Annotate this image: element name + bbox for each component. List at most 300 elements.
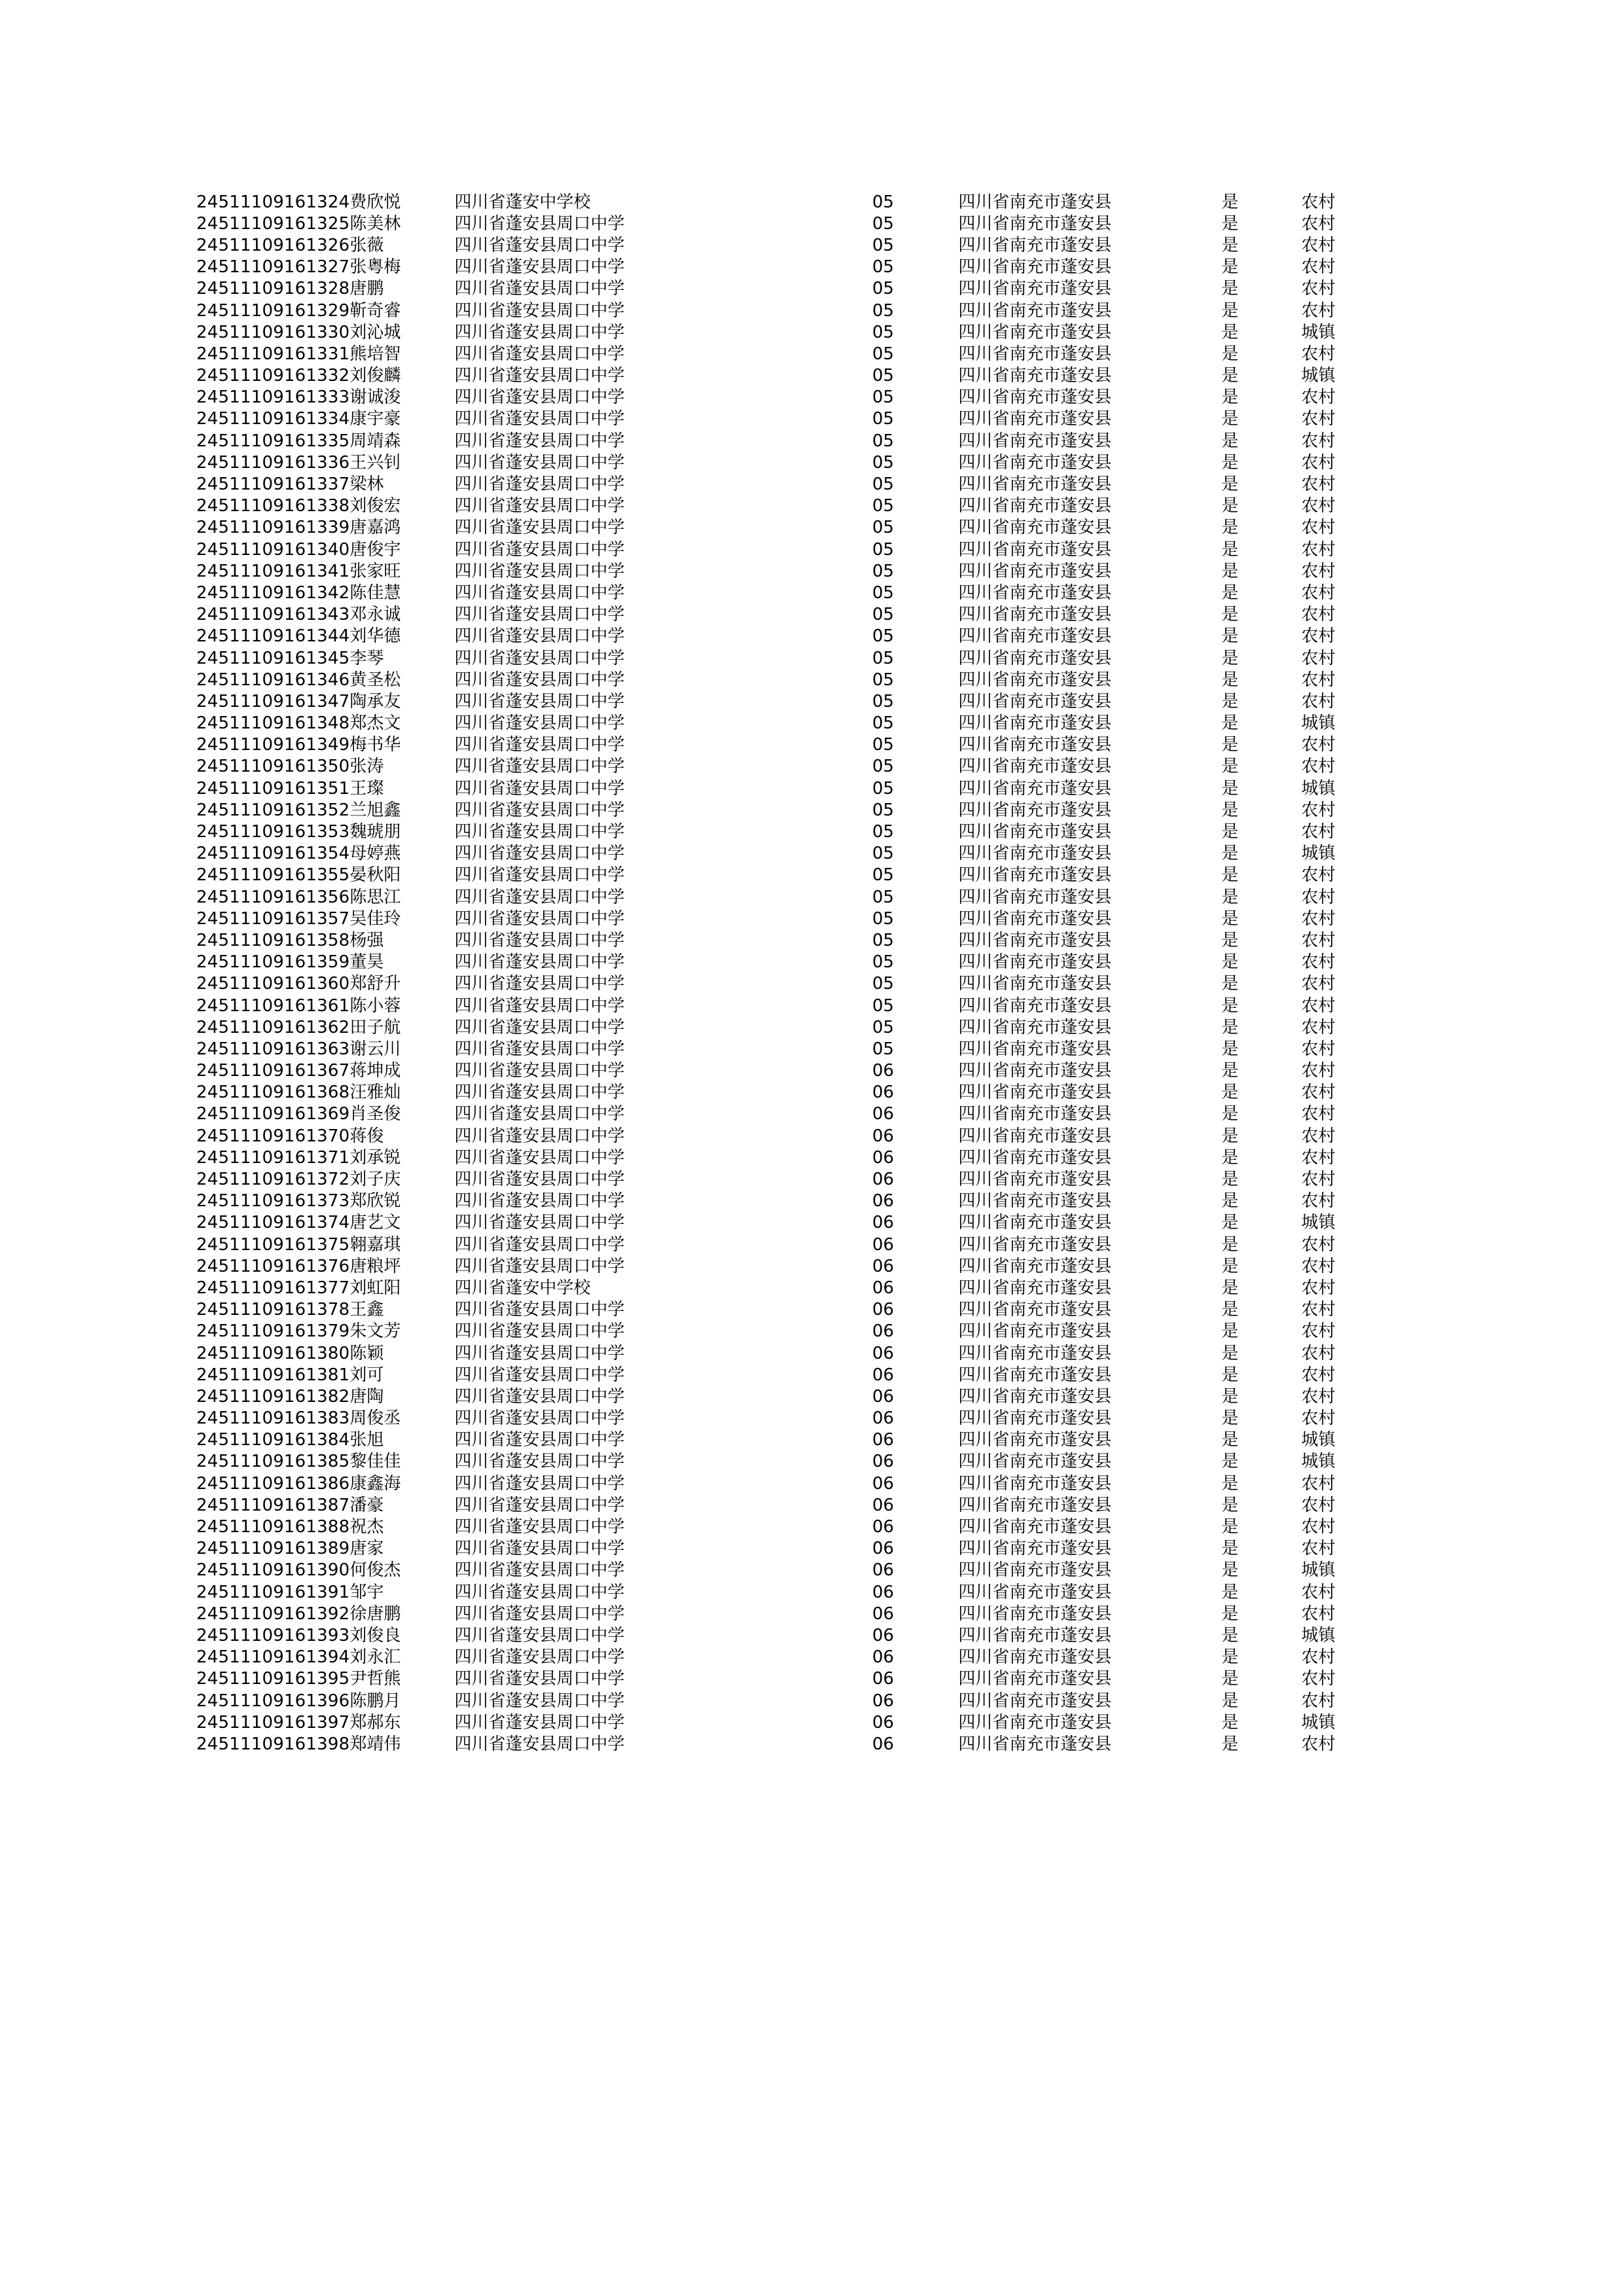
current-year-flag: 是 xyxy=(1221,475,1239,495)
exam-id: 24511109161333 xyxy=(196,387,350,408)
candidate-name: 陈鹏月 xyxy=(349,1691,401,1711)
candidate-name: 陈小蓉 xyxy=(349,996,401,1016)
school-name: 四川省蓬安县周口中学 xyxy=(454,1625,625,1645)
current-year-flag: 是 xyxy=(1221,1083,1239,1103)
candidate-name: 靳奇睿 xyxy=(349,300,401,321)
school-name: 四川省蓬安县周口中学 xyxy=(454,431,625,451)
candidate-name: 蒋俊 xyxy=(349,1126,384,1146)
school-name: 四川省蓬安县周口中学 xyxy=(454,1191,625,1211)
table-row xyxy=(196,430,1357,452)
school-name: 四川省蓬安县周口中学 xyxy=(454,583,625,603)
subject-code: 06 xyxy=(872,1343,894,1363)
exam-id: 24511109161341 xyxy=(196,561,350,581)
exam-id: 24511109161356 xyxy=(196,887,350,907)
table-row xyxy=(196,886,1357,908)
subject-code: 05 xyxy=(872,475,894,495)
subject-code: 06 xyxy=(872,1408,894,1429)
exam-region: 四川省南充市蓬安县 xyxy=(958,409,1112,429)
table-row xyxy=(196,713,1357,734)
school-name: 四川省蓬安县周口中学 xyxy=(454,1365,625,1385)
school-name: 四川省蓬安县周口中学 xyxy=(454,887,625,907)
exam-id: 24511109161373 xyxy=(196,1191,350,1211)
table-row xyxy=(196,1516,1357,1537)
household-type: 农村 xyxy=(1301,1278,1336,1298)
table-row xyxy=(196,1473,1357,1494)
household-type: 农村 xyxy=(1301,691,1336,711)
table-row xyxy=(196,691,1357,712)
school-name: 四川省蓬安县周口中学 xyxy=(454,366,625,386)
current-year-flag: 是 xyxy=(1221,1365,1239,1385)
exam-region: 四川省南充市蓬安县 xyxy=(958,605,1112,625)
candidate-name: 汪雅灿 xyxy=(349,1083,401,1103)
school-name: 四川省蓬安县周口中学 xyxy=(454,1039,625,1059)
exam-id: 24511109161383 xyxy=(196,1408,350,1429)
candidate-name: 翱嘉琪 xyxy=(349,1234,401,1255)
exam-region: 四川省南充市蓬安县 xyxy=(958,1560,1112,1581)
candidate-name: 黄圣松 xyxy=(349,670,401,690)
candidate-name: 朱文芳 xyxy=(349,1321,401,1342)
candidate-name: 张涛 xyxy=(349,757,384,777)
current-year-flag: 是 xyxy=(1221,322,1239,342)
school-name: 四川省蓬安县周口中学 xyxy=(454,670,625,690)
school-name: 四川省蓬安县周口中学 xyxy=(454,1452,625,1472)
candidate-roster-table xyxy=(196,191,1357,1755)
school-name: 四川省蓬安县周口中学 xyxy=(454,1473,625,1494)
exam-id: 24511109161376 xyxy=(196,1256,350,1276)
table-row xyxy=(196,1408,1357,1429)
current-year-flag: 是 xyxy=(1221,757,1239,777)
exam-region: 四川省南充市蓬安县 xyxy=(958,1625,1112,1645)
household-type: 农村 xyxy=(1301,387,1336,408)
exam-id: 24511109161342 xyxy=(196,583,350,603)
exam-region: 四川省南充市蓬安县 xyxy=(958,192,1112,212)
table-row xyxy=(196,1712,1357,1733)
exam-id: 24511109161397 xyxy=(196,1712,350,1732)
school-name: 四川省蓬安县周口中学 xyxy=(454,1669,625,1689)
subject-code: 05 xyxy=(872,735,894,755)
exam-region: 四川省南充市蓬安县 xyxy=(958,822,1112,842)
school-name: 四川省蓬安县周口中学 xyxy=(454,1517,625,1537)
candidate-name: 谢诚浚 xyxy=(349,387,401,408)
household-type: 农村 xyxy=(1301,626,1336,647)
exam-region: 四川省南充市蓬安县 xyxy=(958,1017,1112,1037)
exam-region: 四川省南充市蓬安县 xyxy=(958,452,1112,473)
table-row xyxy=(196,343,1357,365)
current-year-flag: 是 xyxy=(1221,1539,1239,1559)
subject-code: 06 xyxy=(872,1517,894,1537)
candidate-name: 梁林 xyxy=(349,475,384,495)
current-year-flag: 是 xyxy=(1221,1039,1239,1059)
household-type: 农村 xyxy=(1301,1647,1336,1668)
current-year-flag: 是 xyxy=(1221,1408,1239,1429)
table-row xyxy=(196,473,1357,495)
table-row xyxy=(196,1212,1357,1234)
school-name: 四川省蓬安县周口中学 xyxy=(454,1582,625,1602)
exam-region: 四川省南充市蓬安县 xyxy=(958,213,1112,234)
candidate-name: 唐艺文 xyxy=(349,1213,401,1233)
table-row xyxy=(196,300,1357,321)
exam-id: 24511109161353 xyxy=(196,822,350,842)
exam-id: 24511109161371 xyxy=(196,1147,350,1168)
household-type: 农村 xyxy=(1301,496,1336,516)
candidate-name: 祝杰 xyxy=(349,1517,384,1537)
subject-code: 05 xyxy=(872,192,894,212)
subject-code: 06 xyxy=(872,1170,894,1190)
exam-id: 24511109161393 xyxy=(196,1625,350,1645)
school-name: 四川省蓬安县周口中学 xyxy=(454,1126,625,1146)
subject-code: 06 xyxy=(872,1430,894,1450)
exam-region: 四川省南充市蓬安县 xyxy=(958,1191,1112,1211)
current-year-flag: 是 xyxy=(1221,539,1239,560)
table-row xyxy=(196,1082,1357,1103)
household-type: 农村 xyxy=(1301,213,1336,234)
household-type: 农村 xyxy=(1301,1604,1336,1624)
candidate-name: 刘虹阳 xyxy=(349,1278,401,1298)
candidate-name: 刘承锐 xyxy=(349,1147,401,1168)
exam-id: 24511109161355 xyxy=(196,865,350,886)
household-type: 农村 xyxy=(1301,1321,1336,1342)
current-year-flag: 是 xyxy=(1221,1300,1239,1320)
school-name: 四川省蓬安县周口中学 xyxy=(454,778,625,798)
exam-region: 四川省南充市蓬安县 xyxy=(958,518,1112,538)
exam-id: 24511109161338 xyxy=(196,496,350,516)
exam-id: 24511109161329 xyxy=(196,300,350,321)
exam-id: 24511109161372 xyxy=(196,1170,350,1190)
table-row xyxy=(196,1038,1357,1060)
table-row xyxy=(196,1560,1357,1581)
candidate-name: 田子航 xyxy=(349,1017,401,1037)
candidate-name: 肖圣俊 xyxy=(349,1104,401,1124)
subject-code: 06 xyxy=(872,1213,894,1233)
school-name: 四川省蓬安县周口中学 xyxy=(454,1604,625,1624)
candidate-name: 黎佳佳 xyxy=(349,1452,401,1472)
subject-code: 05 xyxy=(872,257,894,278)
exam-region: 四川省南充市蓬安县 xyxy=(958,344,1112,364)
subject-code: 06 xyxy=(872,1604,894,1624)
table-row xyxy=(196,669,1357,691)
subject-code: 05 xyxy=(872,366,894,386)
exam-region: 四川省南充市蓬安县 xyxy=(958,322,1112,342)
candidate-name: 康宇豪 xyxy=(349,409,401,429)
exam-region: 四川省南充市蓬安县 xyxy=(958,387,1112,408)
table-row xyxy=(196,843,1357,865)
candidate-name: 陈美林 xyxy=(349,213,401,234)
exam-id: 24511109161388 xyxy=(196,1517,350,1537)
candidate-name: 潘豪 xyxy=(349,1495,384,1515)
subject-code: 06 xyxy=(872,1473,894,1494)
household-type: 城镇 xyxy=(1301,1213,1336,1233)
table-row xyxy=(196,604,1357,626)
candidate-name: 周靖森 xyxy=(349,431,401,451)
table-row xyxy=(196,321,1357,343)
current-year-flag: 是 xyxy=(1221,1191,1239,1211)
exam-region: 四川省南充市蓬安县 xyxy=(958,1517,1112,1537)
exam-id: 24511109161337 xyxy=(196,475,350,495)
school-name: 四川省蓬安县周口中学 xyxy=(454,930,625,950)
candidate-name: 周俊丞 xyxy=(349,1408,401,1429)
candidate-name: 唐粮坪 xyxy=(349,1256,401,1276)
school-name: 四川省蓬安县周口中学 xyxy=(454,235,625,255)
candidate-name: 唐鹏 xyxy=(349,279,384,299)
current-year-flag: 是 xyxy=(1221,1343,1239,1363)
table-row xyxy=(196,1538,1357,1560)
table-row xyxy=(196,1255,1357,1277)
school-name: 四川省蓬安县周口中学 xyxy=(454,279,625,299)
school-name: 四川省蓬安县周口中学 xyxy=(454,844,625,864)
table-row xyxy=(196,278,1357,300)
exam-region: 四川省南充市蓬安县 xyxy=(958,865,1112,886)
exam-region: 四川省南充市蓬安县 xyxy=(958,996,1112,1016)
school-name: 四川省蓬安县周口中学 xyxy=(454,996,625,1016)
exam-region: 四川省南充市蓬安县 xyxy=(958,974,1112,994)
current-year-flag: 是 xyxy=(1221,800,1239,820)
exam-region: 四川省南充市蓬安县 xyxy=(958,713,1112,734)
current-year-flag: 是 xyxy=(1221,713,1239,734)
table-row xyxy=(196,1016,1357,1038)
school-name: 四川省蓬安县周口中学 xyxy=(454,539,625,560)
current-year-flag: 是 xyxy=(1221,1712,1239,1732)
subject-code: 05 xyxy=(872,344,894,364)
table-row xyxy=(196,799,1357,821)
exam-id: 24511109161368 xyxy=(196,1083,350,1103)
exam-id: 24511109161345 xyxy=(196,648,350,668)
table-row xyxy=(196,647,1357,669)
exam-region: 四川省南充市蓬安县 xyxy=(958,1343,1112,1363)
exam-region: 四川省南充市蓬安县 xyxy=(958,1691,1112,1711)
table-row xyxy=(196,952,1357,973)
exam-id: 24511109161382 xyxy=(196,1386,350,1407)
exam-id: 24511109161339 xyxy=(196,518,350,538)
table-row xyxy=(196,734,1357,756)
exam-id: 24511109161335 xyxy=(196,431,350,451)
candidate-name: 刘可 xyxy=(349,1365,384,1385)
exam-id: 24511109161361 xyxy=(196,996,350,1016)
candidate-name: 唐陶 xyxy=(349,1386,384,1407)
exam-region: 四川省南充市蓬安县 xyxy=(958,539,1112,560)
current-year-flag: 是 xyxy=(1221,930,1239,950)
household-type: 农村 xyxy=(1301,648,1336,668)
current-year-flag: 是 xyxy=(1221,1430,1239,1450)
household-type: 农村 xyxy=(1301,583,1336,603)
subject-code: 05 xyxy=(872,952,894,973)
school-name: 四川省蓬安县周口中学 xyxy=(454,1300,625,1320)
subject-code: 06 xyxy=(872,1452,894,1472)
subject-code: 05 xyxy=(872,996,894,1016)
school-name: 四川省蓬安县周口中学 xyxy=(454,800,625,820)
school-name: 四川省蓬安县周口中学 xyxy=(454,1647,625,1668)
school-name: 四川省蓬安县周口中学 xyxy=(454,387,625,408)
exam-id: 24511109161369 xyxy=(196,1104,350,1124)
subject-code: 05 xyxy=(872,518,894,538)
subject-code: 06 xyxy=(872,1278,894,1298)
household-type: 农村 xyxy=(1301,908,1336,929)
household-type: 城镇 xyxy=(1301,366,1336,386)
current-year-flag: 是 xyxy=(1221,452,1239,473)
household-type: 农村 xyxy=(1301,475,1336,495)
exam-id: 24511109161391 xyxy=(196,1582,350,1602)
current-year-flag: 是 xyxy=(1221,908,1239,929)
table-row xyxy=(196,1060,1357,1082)
school-name: 四川省蓬安县周口中学 xyxy=(454,496,625,516)
exam-id: 24511109161398 xyxy=(196,1734,350,1754)
household-type: 农村 xyxy=(1301,1039,1336,1059)
exam-id: 24511109161332 xyxy=(196,366,350,386)
exam-id: 24511109161352 xyxy=(196,800,350,820)
school-name: 四川省蓬安县周口中学 xyxy=(454,865,625,886)
table-row xyxy=(196,1386,1357,1407)
candidate-name: 张粤梅 xyxy=(349,257,401,278)
household-type: 农村 xyxy=(1301,1365,1336,1385)
exam-id: 24511109161340 xyxy=(196,539,350,560)
subject-code: 05 xyxy=(872,561,894,581)
current-year-flag: 是 xyxy=(1221,1147,1239,1168)
exam-region: 四川省南充市蓬安县 xyxy=(958,475,1112,495)
candidate-name: 郑欣锐 xyxy=(349,1191,401,1211)
household-type: 农村 xyxy=(1301,1343,1336,1363)
school-name: 四川省蓬安县周口中学 xyxy=(454,1083,625,1103)
household-type: 农村 xyxy=(1301,1170,1336,1190)
exam-id: 24511109161363 xyxy=(196,1039,350,1059)
current-year-flag: 是 xyxy=(1221,1495,1239,1515)
subject-code: 05 xyxy=(872,822,894,842)
candidate-name: 董昊 xyxy=(349,952,384,973)
exam-region: 四川省南充市蓬安县 xyxy=(958,1647,1112,1668)
exam-id: 24511109161351 xyxy=(196,778,350,798)
exam-region: 四川省南充市蓬安县 xyxy=(958,908,1112,929)
school-name: 四川省蓬安县周口中学 xyxy=(454,713,625,734)
household-type: 农村 xyxy=(1301,735,1336,755)
household-type: 城镇 xyxy=(1301,778,1336,798)
current-year-flag: 是 xyxy=(1221,496,1239,516)
current-year-flag: 是 xyxy=(1221,996,1239,1016)
exam-region: 四川省南充市蓬安县 xyxy=(958,583,1112,603)
current-year-flag: 是 xyxy=(1221,648,1239,668)
current-year-flag: 是 xyxy=(1221,518,1239,538)
household-type: 农村 xyxy=(1301,192,1336,212)
exam-region: 四川省南充市蓬安县 xyxy=(958,1126,1112,1146)
current-year-flag: 是 xyxy=(1221,1560,1239,1581)
exam-region: 四川省南充市蓬安县 xyxy=(958,1256,1112,1276)
household-type: 农村 xyxy=(1301,800,1336,820)
exam-region: 四川省南充市蓬安县 xyxy=(958,757,1112,777)
exam-id: 24511109161357 xyxy=(196,908,350,929)
school-name: 四川省蓬安县周口中学 xyxy=(454,300,625,321)
school-name: 四川省蓬安县周口中学 xyxy=(454,1539,625,1559)
exam-id: 24511109161396 xyxy=(196,1691,350,1711)
exam-region: 四川省南充市蓬安县 xyxy=(958,648,1112,668)
exam-region: 四川省南充市蓬安县 xyxy=(958,1213,1112,1233)
table-row xyxy=(196,1494,1357,1516)
household-type: 城镇 xyxy=(1301,1452,1336,1472)
exam-id: 24511109161370 xyxy=(196,1126,350,1146)
table-row xyxy=(196,539,1357,560)
candidate-name: 郑舒升 xyxy=(349,974,401,994)
exam-region: 四川省南充市蓬安县 xyxy=(958,1669,1112,1689)
exam-region: 四川省南充市蓬安县 xyxy=(958,844,1112,864)
candidate-name: 吴佳玲 xyxy=(349,908,401,929)
subject-code: 06 xyxy=(872,1104,894,1124)
table-row xyxy=(196,973,1357,995)
exam-region: 四川省南充市蓬安县 xyxy=(958,1104,1112,1124)
table-row xyxy=(196,778,1357,799)
candidate-name: 唐俊宇 xyxy=(349,539,401,560)
exam-id: 24511109161349 xyxy=(196,735,350,755)
table-row xyxy=(196,929,1357,951)
school-name: 四川省蓬安县周口中学 xyxy=(454,1560,625,1581)
subject-code: 06 xyxy=(872,1234,894,1255)
candidate-name: 刘永汇 xyxy=(349,1647,401,1668)
current-year-flag: 是 xyxy=(1221,279,1239,299)
household-type: 城镇 xyxy=(1301,1430,1336,1450)
school-name: 四川省蓬安县周口中学 xyxy=(454,908,625,929)
household-type: 农村 xyxy=(1301,257,1336,278)
candidate-name: 唐家 xyxy=(349,1539,384,1559)
candidate-name: 李琴 xyxy=(349,648,384,668)
subject-code: 06 xyxy=(872,1126,894,1146)
table-row xyxy=(196,756,1357,778)
table-row xyxy=(196,560,1357,582)
current-year-flag: 是 xyxy=(1221,1625,1239,1645)
candidate-name: 陶承友 xyxy=(349,691,401,711)
current-year-flag: 是 xyxy=(1221,561,1239,581)
household-type: 农村 xyxy=(1301,1495,1336,1515)
school-name: 四川省蓬安县周口中学 xyxy=(454,648,625,668)
table-row xyxy=(196,234,1357,256)
exam-region: 四川省南充市蓬安县 xyxy=(958,1386,1112,1407)
subject-code: 05 xyxy=(872,930,894,950)
exam-region: 四川省南充市蓬安县 xyxy=(958,1321,1112,1342)
subject-code: 06 xyxy=(872,1625,894,1645)
exam-region: 四川省南充市蓬安县 xyxy=(958,1734,1112,1754)
candidate-name: 梅书华 xyxy=(349,735,401,755)
candidate-name: 郑靖伟 xyxy=(349,1734,401,1754)
school-name: 四川省蓬安中学校 xyxy=(454,1278,591,1298)
current-year-flag: 是 xyxy=(1221,1170,1239,1190)
candidate-name: 刘俊麟 xyxy=(349,366,401,386)
subject-code: 05 xyxy=(872,387,894,408)
exam-id: 24511109161389 xyxy=(196,1539,350,1559)
school-name: 四川省蓬安县周口中学 xyxy=(454,561,625,581)
current-year-flag: 是 xyxy=(1221,1452,1239,1472)
subject-code: 06 xyxy=(872,1734,894,1754)
current-year-flag: 是 xyxy=(1221,822,1239,842)
subject-code: 05 xyxy=(872,213,894,234)
table-row xyxy=(196,1647,1357,1668)
exam-id: 24511109161347 xyxy=(196,691,350,711)
exam-id: 24511109161394 xyxy=(196,1647,350,1668)
household-type: 城镇 xyxy=(1301,844,1336,864)
subject-code: 05 xyxy=(872,908,894,929)
current-year-flag: 是 xyxy=(1221,1061,1239,1081)
exam-region: 四川省南充市蓬安县 xyxy=(958,279,1112,299)
household-type: 农村 xyxy=(1301,1473,1336,1494)
exam-id: 24511109161387 xyxy=(196,1495,350,1515)
table-row xyxy=(196,582,1357,603)
school-name: 四川省蓬安县周口中学 xyxy=(454,735,625,755)
subject-code: 05 xyxy=(872,235,894,255)
exam-region: 四川省南充市蓬安县 xyxy=(958,1061,1112,1081)
exam-region: 四川省南充市蓬安县 xyxy=(958,670,1112,690)
table-row xyxy=(196,408,1357,430)
exam-id: 24511109161354 xyxy=(196,844,350,864)
current-year-flag: 是 xyxy=(1221,387,1239,408)
exam-id: 24511109161384 xyxy=(196,1430,350,1450)
exam-id: 24511109161350 xyxy=(196,757,350,777)
candidate-name: 杨强 xyxy=(349,930,384,950)
exam-id: 24511109161331 xyxy=(196,344,350,364)
subject-code: 05 xyxy=(872,691,894,711)
current-year-flag: 是 xyxy=(1221,1604,1239,1624)
